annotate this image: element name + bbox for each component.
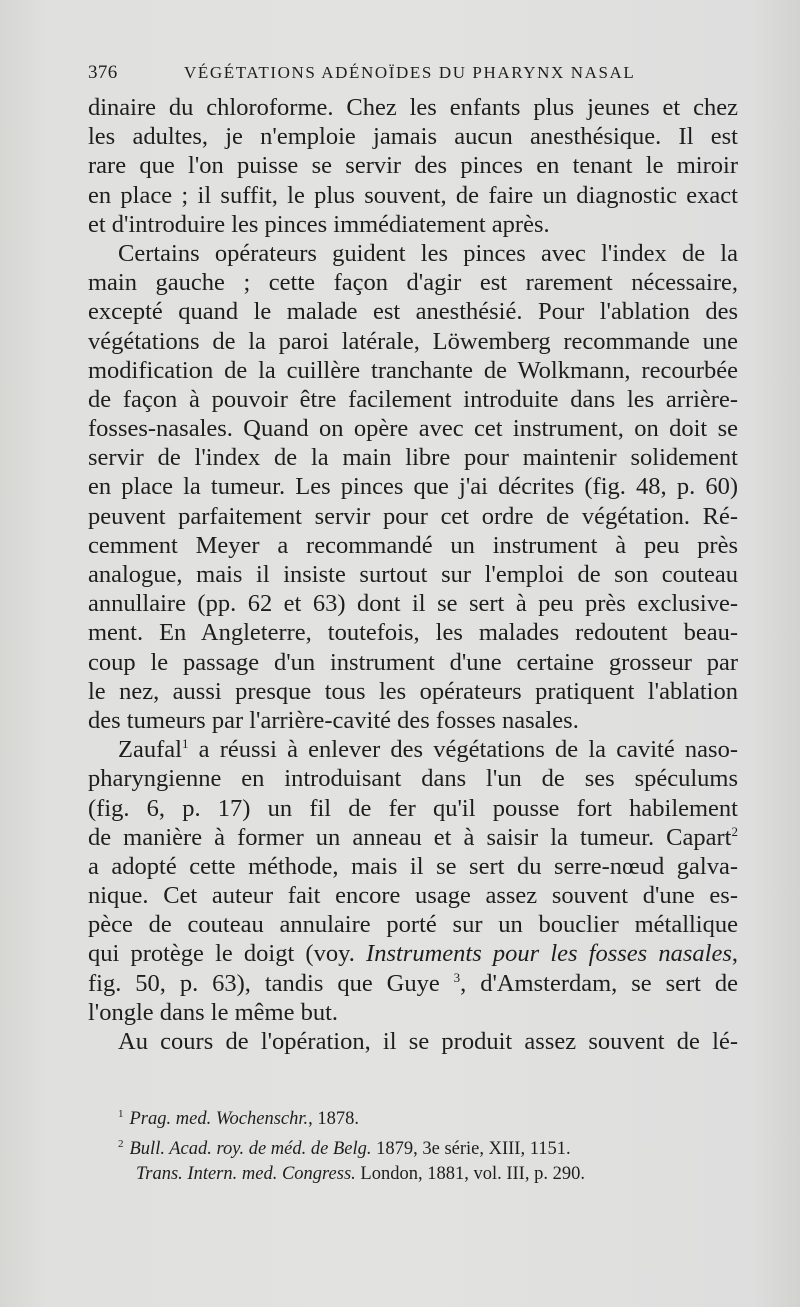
text-line: Certains opérateurs guident les pinces avec l'index de la <box>118 239 738 267</box>
footnote-ref: 2 <box>731 823 738 839</box>
footnote-ref: 1 <box>181 735 189 751</box>
text-fragment: qui protège le doigt (voy. <box>88 940 367 968</box>
text-line: l'ongle dans le même but. <box>88 998 339 1026</box>
page-number: 376 <box>88 62 118 83</box>
text-line-capart <box>88 823 738 852</box>
text-line: excepté quand le malade est anesthésié. Pour l'ablation des <box>88 298 738 326</box>
running-head <box>88 62 738 84</box>
text-line: fosses-nasales. Quand on opère avec cet instrument, on doit se <box>88 415 738 443</box>
text-line: servir de l'index de la main libre pour maintenir solidement <box>88 444 738 472</box>
text-line: en place la tumeur. Les pinces que j'ai décrites (fig. 48, p. 60) <box>88 473 738 501</box>
text-line: cemment Meyer a recommandé un instrument à peu près <box>88 531 738 559</box>
text-line: peuvent parfaitement servir pour cet ordre de végétation. Ré- <box>88 502 738 530</box>
footnote-2 <box>118 1132 718 1162</box>
text-line: annullaire (pp. 62 et 63) dont il se sert à peu près exclusive- <box>88 590 738 618</box>
footnote-3 <box>118 1162 718 1187</box>
text-line: pharyngienne en introduisant dans l'un de ses spéculums <box>88 765 738 793</box>
footnote-detail: 1879, 3e série, XIII, 1151. <box>371 1139 571 1160</box>
text-line: pèce de couteau annulaire porté sur un bouclier métallique <box>88 911 738 939</box>
text-fragment: , d'Amsterdam, se sert de <box>460 969 739 997</box>
chapter-title: VÉGÉTATIONS ADÉNOÏDES DU PHARYNX NASAL <box>184 63 636 82</box>
footnote-source: Prag. med. Wochenschr. <box>129 1109 309 1130</box>
footnote-1 <box>118 1102 718 1132</box>
text-line: et d'introduire les pinces immédiatement après. <box>88 210 550 238</box>
text-line: modification de la cuillère tranchante de Wolkmann, recourbée <box>88 356 738 384</box>
text-fragment: fig. 50, p. 63), tandis que Guye <box>88 969 440 997</box>
text-line: végétations de la paroi latérale, Löwemberg recommande une <box>88 327 738 355</box>
text-line: a adopté cette méthode, mais il se sert du serre-nœud galva- <box>88 852 738 880</box>
text-line: des tumeurs par l'arrière-cavité des fosses nasales. <box>88 706 579 734</box>
footnote-source: Bull. Acad. roy. de méd. de Belg. <box>129 1139 372 1160</box>
footnote-source: Trans. Intern. med. Congress. <box>136 1164 356 1185</box>
text-fragment: a réussi à enlever des végétations de la cavité naso- <box>198 736 739 764</box>
author-name: Zaufal <box>118 736 182 764</box>
text-line: (fig. 6, p. 17) un fil de fer qu'il pousse fort habilement <box>88 794 738 822</box>
text-line: Au cours de l'opération, il se produit assez souvent de lé- <box>118 1028 738 1055</box>
text-line-instruments <box>88 939 738 968</box>
footnote-ref: 3 <box>453 969 461 985</box>
text-line: main gauche ; cette façon d'agir est rarement nécessaire, <box>88 269 738 297</box>
footnotes <box>118 1102 718 1187</box>
footnote-mark: 2 <box>118 1138 124 1151</box>
text-line: le nez, aussi presque tous les opérateurs pratiquent l'ablation <box>88 677 738 705</box>
text-line-guye <box>88 969 738 998</box>
cited-title: Instruments pour les fosses nasales <box>366 940 732 968</box>
text-line: nique. Cet auteur fait encore usage assez souvent d'une es- <box>88 882 738 910</box>
footnote-mark: 1 <box>118 1108 124 1120</box>
text-line: coup le passage d'un instrument d'une certaine grosseur par <box>88 648 738 676</box>
text-fragment: de manière à former un anneau et à saisir la tumeur. Capart <box>88 823 732 851</box>
footnote-detail: London, 1881, vol. III, p. 290. <box>355 1164 585 1185</box>
text-line-zaufal <box>88 735 738 764</box>
text-line: rare que l'on puisse se servir des pinces en tenant le miroir <box>88 152 738 180</box>
body-text <box>88 93 738 1056</box>
text-line: en place ; il suffit, le plus souvent, de faire un diagnostic exact <box>88 181 738 209</box>
footnote-detail: , 1878. <box>308 1109 360 1130</box>
text-fragment: , <box>731 940 738 968</box>
text-line: de façon à pouvoir être facilement introduite dans les arrière- <box>88 385 738 413</box>
text-line: dinaire du chloroforme. Chez les enfants plus jeunes et chez <box>88 94 738 121</box>
text-line: analogue, mais il insiste surtout sur l'emploi de son couteau <box>88 561 738 588</box>
text-line: les adultes, je n'emploie jamais aucun anesthésique. Il est <box>88 123 738 151</box>
text-line: ment. En Angleterre, toutefois, les malades redoutent beau- <box>88 619 738 647</box>
